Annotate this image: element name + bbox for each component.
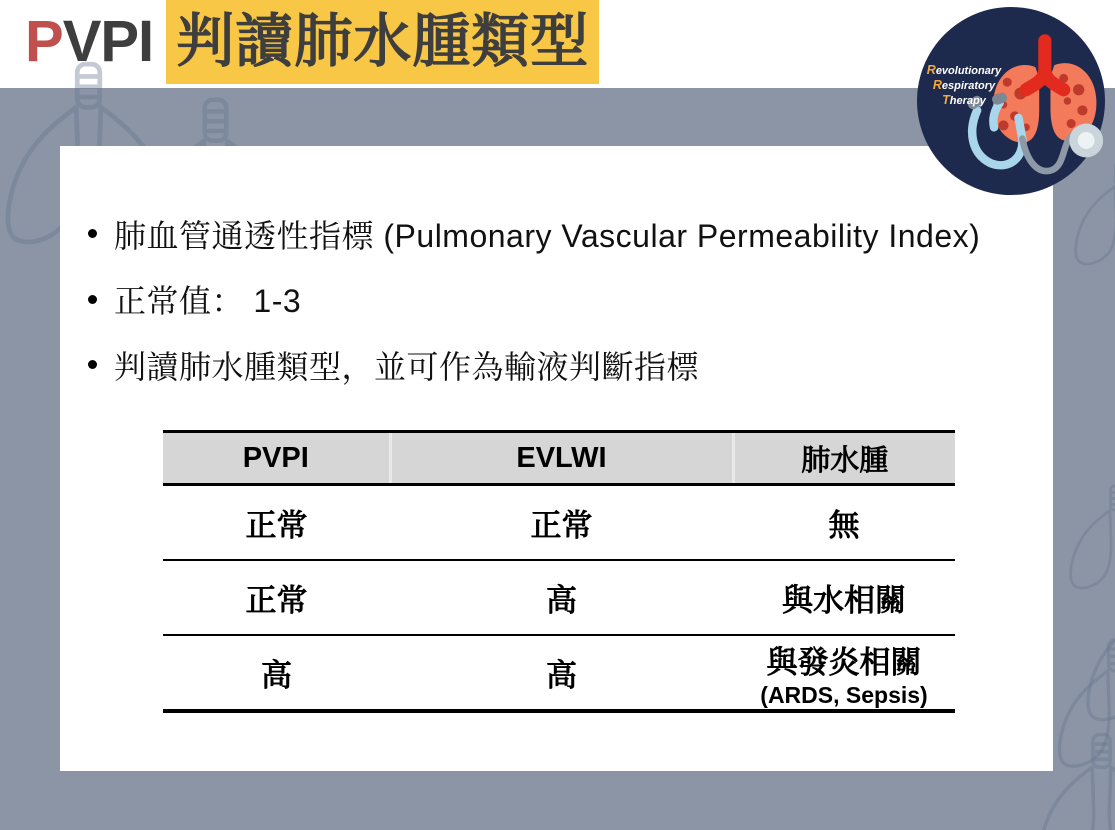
pvpi-table — [163, 430, 955, 713]
bullet-list — [88, 201, 1048, 398]
bullet-text: 判讀肺水腫類型，並可作為輸液判斷指標 — [114, 348, 700, 385]
list-item — [88, 267, 1048, 333]
table-cell: 高 — [163, 635, 390, 711]
logo-line: Respiratory — [932, 78, 996, 92]
table-cell-main: 與發炎相關 — [766, 645, 922, 681]
table-cell: 正常 — [163, 560, 390, 635]
table-header-pvpi: PVPI — [163, 432, 390, 485]
list-item — [88, 332, 1048, 398]
bullet-dot — [88, 360, 97, 369]
table-cell: 正常 — [163, 485, 390, 561]
table-cell: 與水相關 — [733, 560, 955, 635]
logo-text — [921, 63, 1007, 108]
bullet-text: 肺血管通透性指標 (Pulmonary Vascular Permeability Index) — [114, 217, 981, 254]
brand-first-letter: P — [25, 9, 63, 74]
logo-line: Therapy — [942, 93, 986, 107]
table-cell — [733, 635, 955, 711]
table-row — [163, 485, 955, 561]
table-header-evlwi: EVLWI — [390, 432, 733, 485]
logo-line: Revolutionary — [926, 63, 1002, 77]
bullet-dot — [88, 295, 97, 304]
table-row — [163, 635, 955, 711]
list-item — [88, 201, 1048, 267]
table-row — [163, 560, 955, 635]
table-cell: 高 — [390, 635, 733, 711]
table-cell: 無 — [733, 485, 955, 561]
brand-rest: VPI — [62, 9, 154, 74]
bullet-dot — [88, 229, 97, 238]
page-title: 判讀肺水腫類型 — [166, 0, 599, 84]
table-cell: 正常 — [390, 485, 733, 561]
table-cell: 高 — [390, 560, 733, 635]
title-bar — [25, 0, 599, 84]
brand-acronym — [25, 9, 154, 74]
table-header-row — [163, 432, 955, 485]
table-header-edema: 肺水腫 — [733, 432, 955, 485]
table-cell-note: (ARDS, Sepsis) — [760, 682, 928, 709]
lungs-outline-icon — [1058, 482, 1115, 600]
bullet-text: 正常值： 1-3 — [114, 283, 302, 320]
rrt-logo — [917, 7, 1105, 195]
